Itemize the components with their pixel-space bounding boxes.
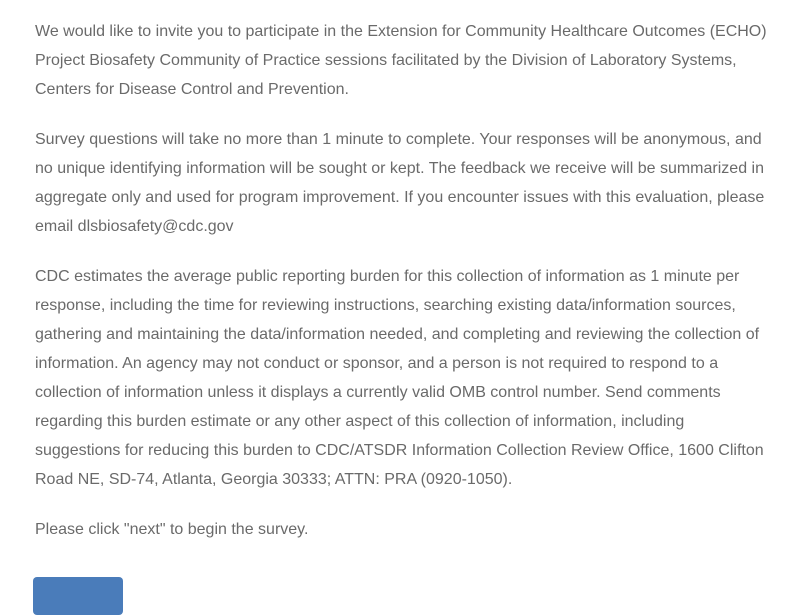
- omb-burden-statement-paragraph: CDC estimates the average public reporting burden for this collection of information as 1 minute per response, including the time for reviewing instructions, searching existing data/information sources, gathering and maintaining the data/information needed, and completing and reviewing the collection of information. An agency may not conduct or sponsor, and a person is not required to respond to a collection of information unless it displays a currently valid OMB control number. Send comments regarding this burden estimate or any other aspect of this collection of information, including suggestions for reducing this burden to CDC/ATSDR Information Collection Review Office, 1600 Clifton Road NE, SD-74, Atlanta, Georgia 30333; ATTN: PRA (0920-1050).: [35, 268, 764, 488]
- click-next-instruction: Please click "next" to begin the survey.: [35, 521, 309, 538]
- invitation-paragraph: We would like to invite you to participate in the Extension for Community Healthcare Outcomes (ECHO) Project Biosafety Community of Practice sessions facilitated by the Division of Laboratory Systems, Centers for Disease Control and Prevention.: [35, 23, 767, 98]
- anonymity-paragraph: Survey questions will take no more than 1 minute to complete. Your responses will be anonymous, and no unique identifying information will be sought or kept. The feedback we receive will be summarized in aggregate only and used for program improvement. If you encounter issues with this evaluation, please email dlsbiosafety@cdc.gov: [35, 131, 765, 235]
- next-button[interactable]: [33, 577, 123, 615]
